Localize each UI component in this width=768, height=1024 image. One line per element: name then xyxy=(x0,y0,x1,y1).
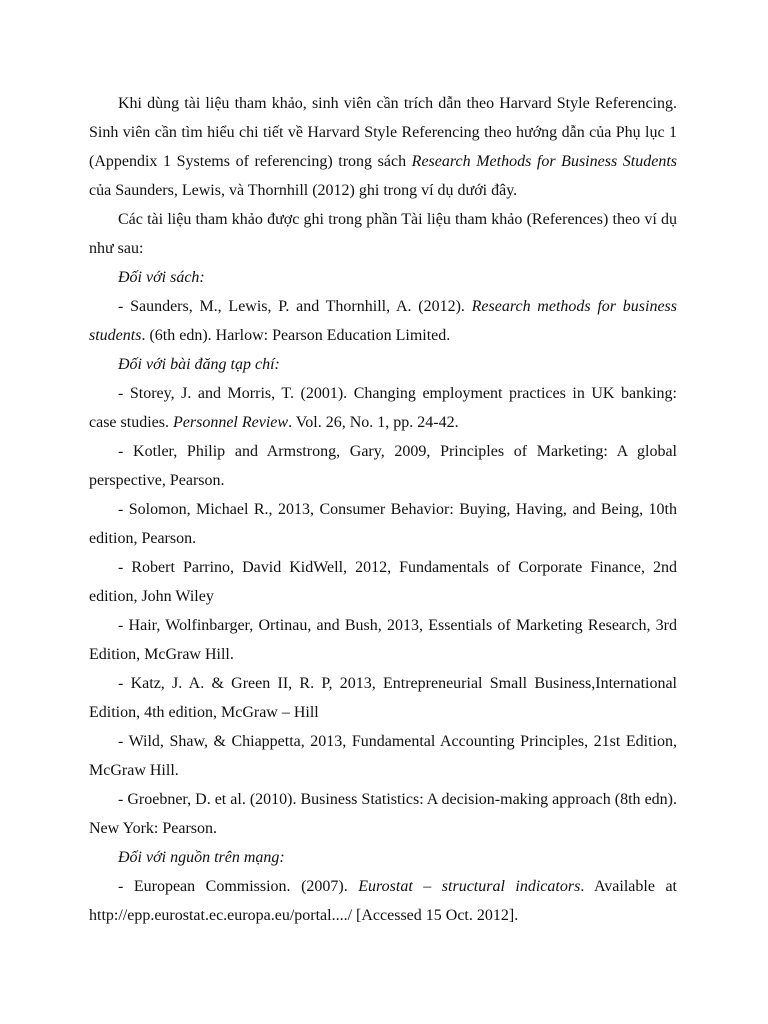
ref-text: - European Commission. (2007). xyxy=(118,878,359,895)
reference-item: - Wild, Shaw, & Chiappetta, 2013, Fundamental Accounting Principles, 21st Edition, McGraw Hill. xyxy=(89,733,677,779)
books-heading: Đối với sách: xyxy=(118,269,205,286)
intro-paragraph xyxy=(89,89,677,205)
reference-item: - Solomon, Michael R., 2013, Consumer Behavior: Buying, Having, and Being, 10th edition, Pearson. xyxy=(89,501,677,547)
web-heading: Đối với nguồn trên mạng: xyxy=(118,849,285,866)
ref-text-end: . Vol. 26, No. 1, pp. 24-42. xyxy=(288,414,459,431)
ref-text-end: . Available at http://epp.eurostat.ec.europa.eu/portal..../ [Accessed 15 Oct. 2012]. xyxy=(89,878,678,924)
ref-text: - Saunders, M., Lewis, P. and Thornhill, A. (2012). xyxy=(118,298,472,315)
ref-title: Eurostat – structural indicators xyxy=(358,878,581,895)
references-intro: Các tài liệu tham khảo được ghi trong phần Tài liệu tham khảo (References) theo ví dụ như sau: xyxy=(89,211,677,257)
reference-item: - Kotler, Philip and Armstrong, Gary, 2009, Principles of Marketing: A global perspective, Pearson. xyxy=(89,443,677,489)
reference-item: - Hair, Wolfinbarger, Ortinau, and Bush, 2013, Essentials of Marketing Research, 3rd Edition, McGraw Hill. xyxy=(89,617,677,663)
ref-text: - Storey, J. and Morris, T. (2001). Changing employment practices in UK banking: case studies. xyxy=(89,385,677,431)
ref-text-end: . (6th edn). Harlow: Pearson Education Limited. xyxy=(141,327,451,344)
reference-item: - Katz, J. A. & Green II, R. P, 2013, Entrepreneurial Small Business,International Edition, 4th edition, McGraw – Hill xyxy=(89,675,677,721)
ref-title: Research methods for business students xyxy=(89,298,677,344)
reference-item: - Robert Parrino, David KidWell, 2012, Fundamentals of Corporate Finance, 2nd edition, John Wiley xyxy=(89,559,677,605)
journals-heading: Đối với bài đăng tạp chí: xyxy=(118,356,280,373)
book-title: Research Methods for Business Students xyxy=(411,153,677,170)
web-reference xyxy=(89,872,677,930)
journal-reference xyxy=(89,379,677,437)
book-reference xyxy=(89,292,677,350)
journal-title: Personnel Review xyxy=(172,414,289,431)
intro-text-end: của Saunders, Lewis, và Thornhill (2012) ghi trong ví dụ dưới đây. xyxy=(89,182,518,199)
document-page xyxy=(89,89,677,930)
intro-text: Khi dùng tài liệu tham khảo, sinh viên cần trích dẫn theo Harvard Style Referencing. Sinh viên cần tìm hiểu chi tiết về Harvard Style Referencing theo hướng dẫn của Phụ lục 1 (Appendix 1 Systems of referencing) trong sách xyxy=(89,95,677,170)
reference-item: - Groebner, D. et al. (2010). Business Statistics: A decision-making approach (8th edn). New York: Pearson. xyxy=(89,791,677,837)
